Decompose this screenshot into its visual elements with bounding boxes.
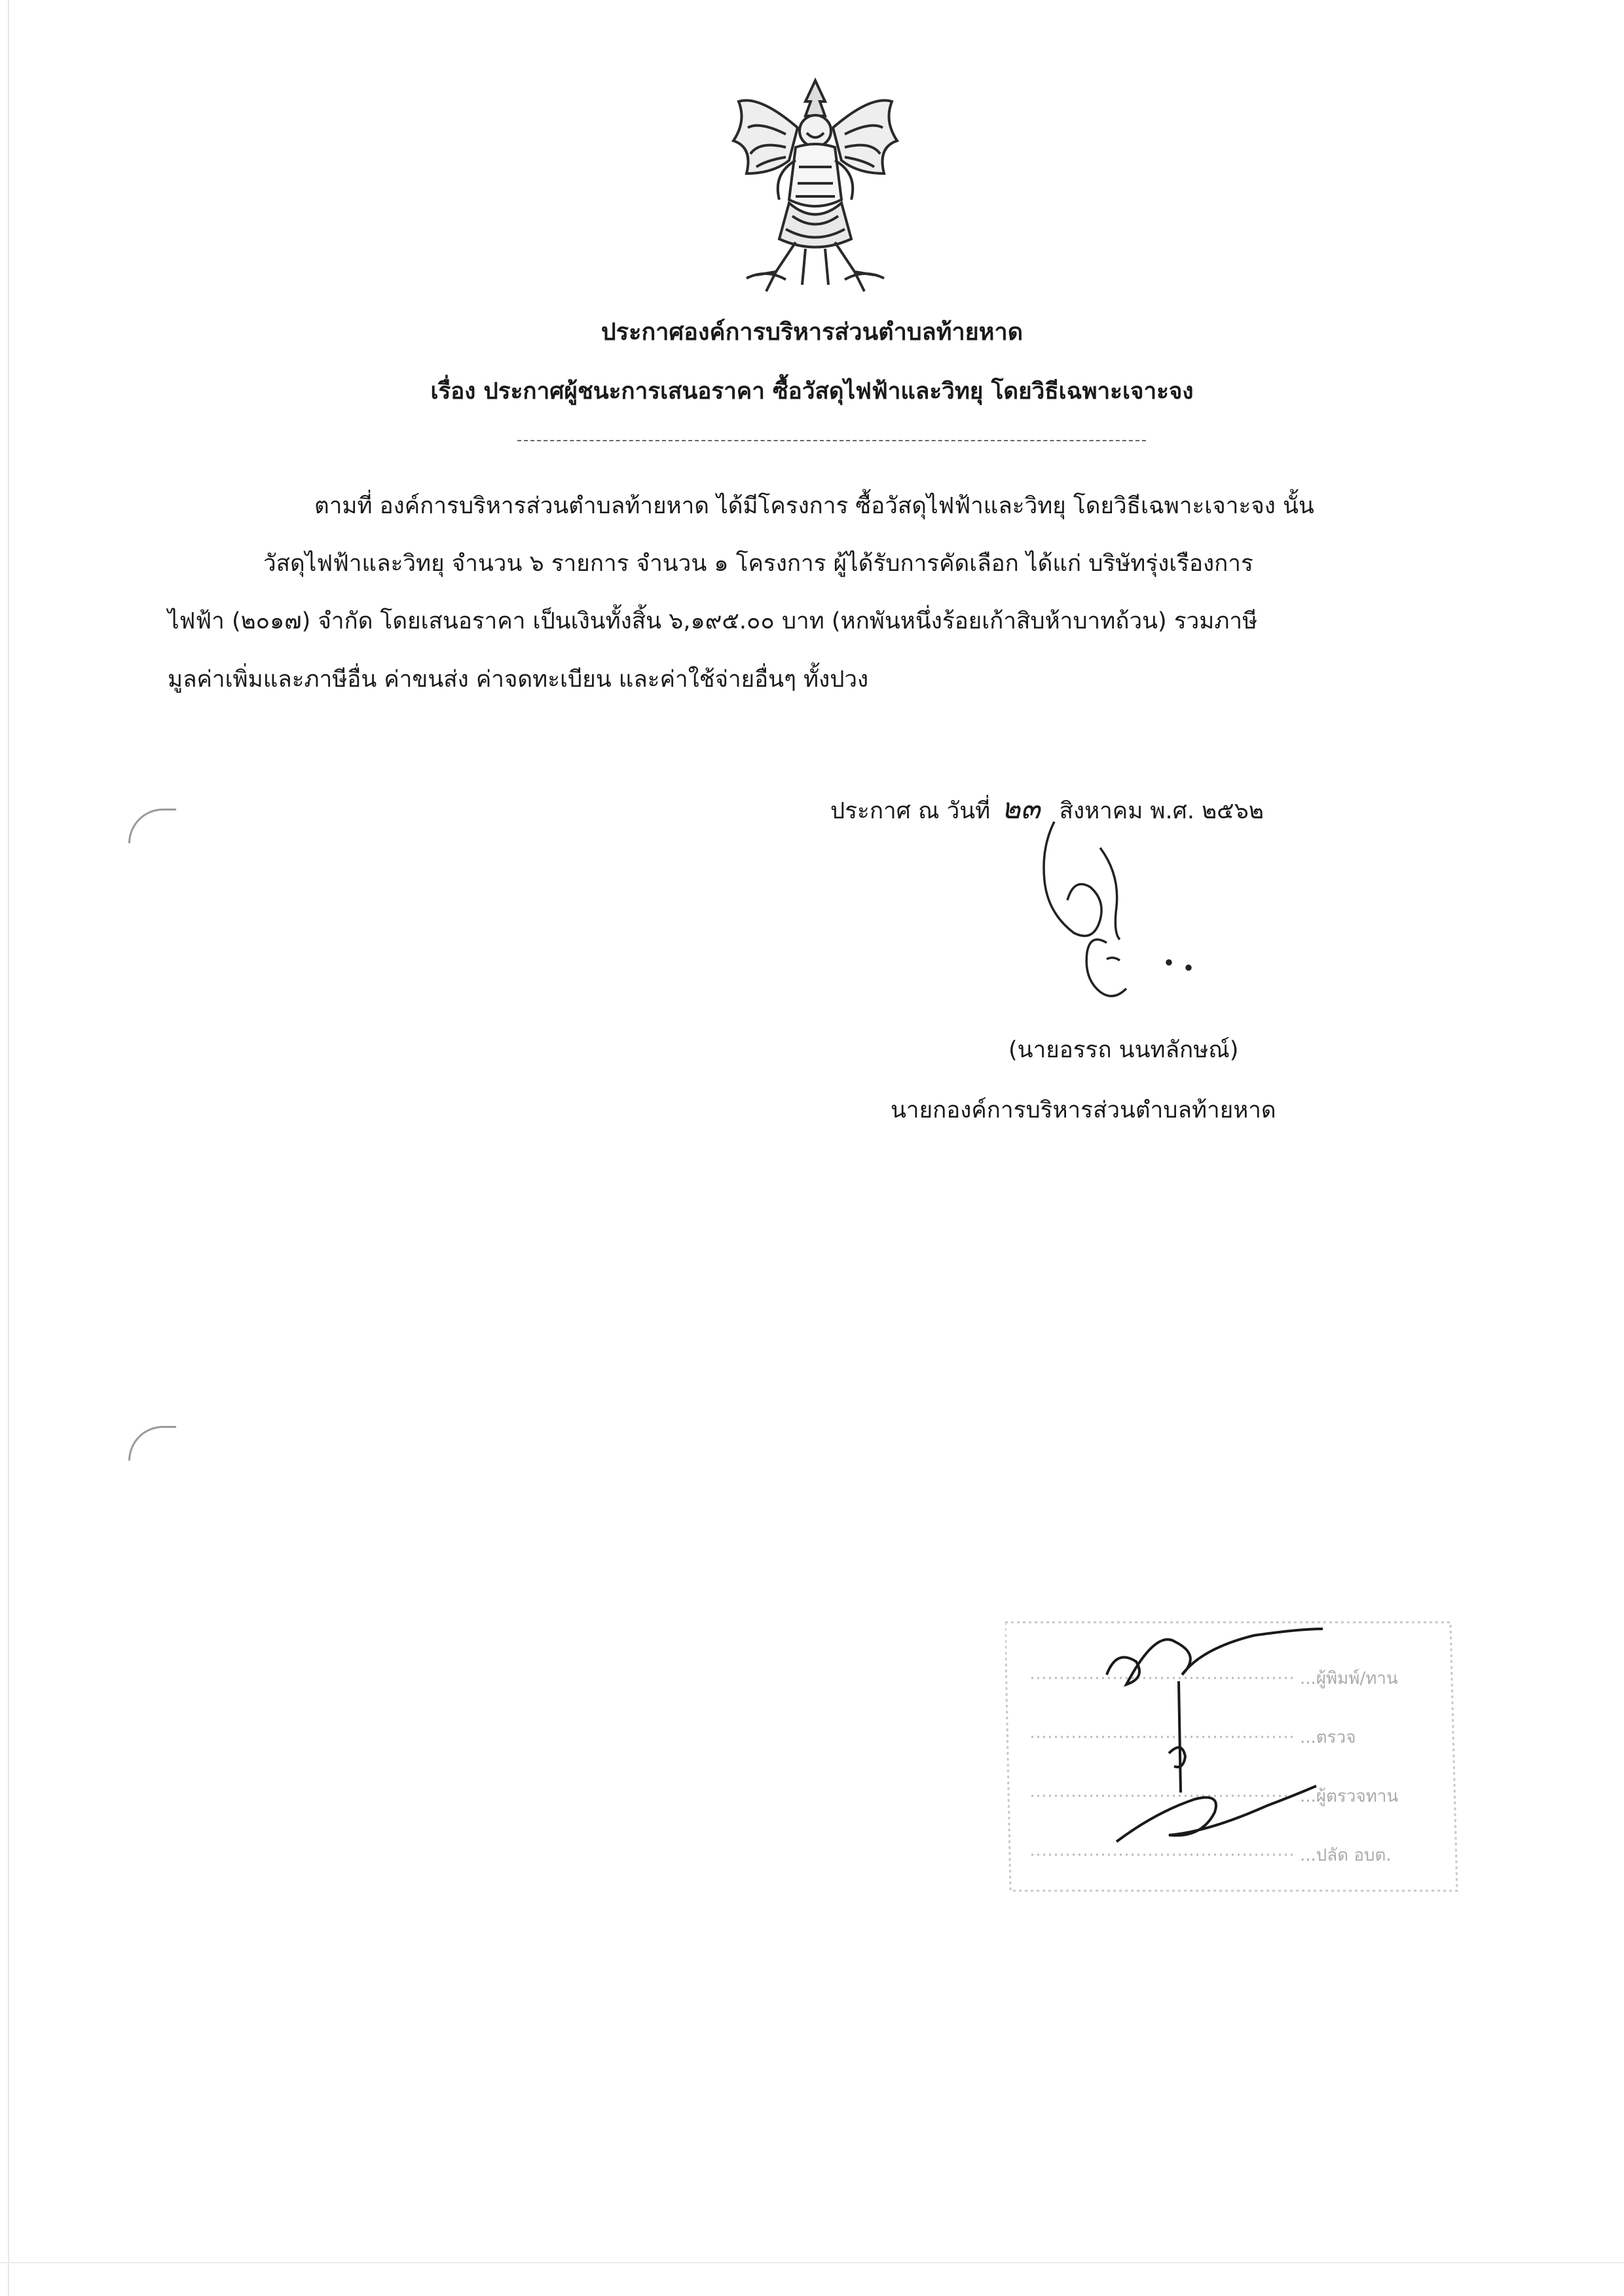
signatory-name: (นายอรรถ นนทลักษณ์): [1008, 1037, 1239, 1063]
signature-mayor: [1028, 809, 1244, 1025]
document-title: ประกาศองค์การบริหารส่วนตำบลท้ายหาด: [600, 319, 1024, 346]
stamp-line-2: ...ตรวจ: [1300, 1728, 1356, 1747]
stamp-line-4: ...ปลัด อบต.: [1300, 1846, 1392, 1865]
title-separator: [517, 440, 1146, 441]
scan-edge-bottom: [0, 2262, 1624, 2263]
punch-hole-mark: [128, 809, 176, 843]
body-line-2: วัสดุไฟฟ้าและวิทยุ จำนวน ๖ รายการ จำนวน ๑ โครงการ ผู้ได้รับการคัดเลือก ได้แก่ บริษัทรุ่งเรืองการ: [263, 551, 1253, 577]
stamp-line-1: ...ผู้พิมพ์/ทาน: [1300, 1669, 1398, 1688]
stamp-line-3: ...ผู้ตรวจทาน: [1300, 1787, 1399, 1806]
body-line-1: ตามที่ องค์การบริหารส่วนตำบลท้ายหาด ได้มีโครงการ ซื้อวัสดุไฟฟ้าและวิทยุ โดยวิธีเฉพาะเจาะจง นั้น: [314, 493, 1314, 519]
garuda-emblem-icon: [720, 75, 910, 298]
body-line-4: มูลค่าเพิ่มและภาษีอื่น ค่าขนส่ง ค่าจดทะเบียน และค่าใช้จ่ายอื่นๆ ทั้งปวง: [168, 666, 869, 693]
stamp-initials: [1005, 1616, 1464, 1897]
date-month-year: สิงหาคม พ.ศ. ๒๕๖๒: [1059, 798, 1264, 824]
punch-hole-mark: [128, 1426, 176, 1461]
body-line-3: ไฟฟ้า (๒๐๑๗) จำกัด โดยเสนอราคา เป็นเงินทั้งสิ้น ๖,๑๙๕.๐๐ บาท (หกพันหนึ่งร้อยเก้าสิบห้าบาทถ้วน) รวมภาษี: [168, 608, 1258, 634]
review-stamp: [1005, 1616, 1464, 1897]
document-subject: เรื่อง ประกาศผู้ชนะการเสนอราคา ซื้อวัสดุไฟฟ้าและวิทยุ โดยวิธีเฉพาะเจาะจง: [430, 378, 1194, 405]
signatory-position: นายกองค์การบริหารส่วนตำบลท้ายหาด: [891, 1097, 1276, 1123]
date-prefix: ประกาศ ณ วันที่: [830, 798, 991, 824]
date-day-handwritten: ๒๓: [1001, 792, 1041, 826]
